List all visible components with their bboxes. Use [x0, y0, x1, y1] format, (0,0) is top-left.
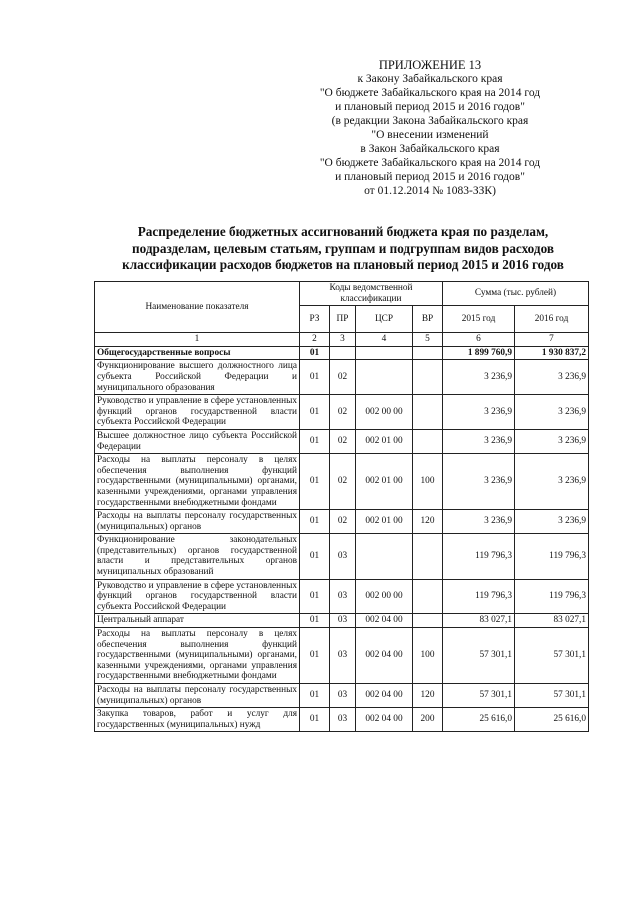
table-row [95, 360, 589, 395]
table-row [95, 534, 589, 579]
row-rz-code: 01 [300, 628, 330, 684]
row-rz-code: 01 [300, 708, 330, 732]
row-csr-code: 002 04 00 [356, 708, 413, 732]
title-line: подразделам, целевым статьям, группам и подгруппам видов расходов [132, 240, 554, 256]
row-amount-2015: 1 899 760,9 [443, 346, 515, 360]
table-row [95, 614, 589, 628]
row-amount-2016: 3 236,9 [515, 454, 589, 510]
row-vr-code [413, 395, 443, 430]
row-rz-code: 01 [300, 454, 330, 510]
row-rz-code: 01 [300, 395, 330, 430]
row-csr-code [356, 346, 413, 360]
header-indicator-name: Наименование показателя [95, 282, 300, 333]
row-vr-code [413, 429, 443, 453]
row-amount-2015: 119 796,3 [443, 534, 515, 579]
row-amount-2015: 83 027,1 [443, 614, 515, 628]
row-rz-code: 01 [300, 579, 330, 614]
row-csr-code: 002 04 00 [356, 684, 413, 708]
row-csr-code: 002 04 00 [356, 614, 413, 628]
table-row [95, 454, 589, 510]
header-line: "О бюджете Забайкальского края на 2014 год [319, 87, 541, 99]
row-vr-code [413, 360, 443, 395]
row-pr-code: 02 [330, 454, 356, 510]
table-row [95, 708, 589, 732]
row-rz-code: 01 [300, 534, 330, 579]
row-amount-2015: 25 616,0 [443, 708, 515, 732]
row-amount-2015: 3 236,9 [443, 454, 515, 510]
row-rz-code: 01 [300, 510, 330, 534]
row-amount-2015: 57 301,1 [443, 684, 515, 708]
appendix-header [270, 58, 590, 198]
header-line: в Закон Забайкальского края [360, 143, 500, 155]
table-row [95, 395, 589, 430]
row-amount-2016: 25 616,0 [515, 708, 589, 732]
document-title [96, 224, 590, 274]
row-amount-2016: 119 796,3 [515, 534, 589, 579]
header-2016: 2016 год [515, 306, 589, 333]
row-csr-code [356, 360, 413, 395]
header-line: "О внесении изменений [371, 129, 489, 141]
row-amount-2016: 3 236,9 [515, 395, 589, 430]
header-pr: ПР [330, 306, 356, 333]
title-line: Распределение бюджетных ассигнований бюджета края по разделам, [137, 224, 549, 239]
row-vr-code: 200 [413, 708, 443, 732]
row-pr-code: 03 [330, 708, 356, 732]
row-csr-code: 002 00 00 [356, 395, 413, 430]
header-line: и плановый период 2015 и 2016 годов" [335, 171, 525, 183]
row-rz-code: 01 [300, 360, 330, 395]
title-line: классификации расходов бюджетов на плановый период 2015 и 2016 годов [122, 257, 564, 272]
table-row [95, 684, 589, 708]
column-number: 5 [413, 333, 443, 347]
header-codes: Коды ведомственной классификации [300, 282, 443, 306]
row-rz-code: 01 [300, 614, 330, 628]
row-amount-2015: 3 236,9 [443, 395, 515, 430]
column-number: 1 [95, 333, 300, 347]
row-pr-code: 02 [330, 429, 356, 453]
table-row [95, 628, 589, 684]
row-indicator-name: Расходы на выплаты персоналу в целях обеспечения выполнения функций государственными (муниципальными) органами, казенными учреждениями, органами управления государственными внебюджетными фондами [95, 454, 300, 510]
row-amount-2016: 3 236,9 [515, 510, 589, 534]
row-pr-code: 02 [330, 510, 356, 534]
row-amount-2016: 3 236,9 [515, 360, 589, 395]
row-amount-2015: 57 301,1 [443, 628, 515, 684]
row-pr-code: 03 [330, 614, 356, 628]
header-rz: РЗ [300, 306, 330, 333]
row-indicator-name: Высшее должностное лицо субъекта Российской Федерации [95, 429, 300, 453]
row-indicator-name: Руководство и управление в сфере установленных функций органов государственной власти субъекта Российской Федерации [95, 579, 300, 614]
row-indicator-name: Закупка товаров, работ и услуг для государственных (муниципальных) нужд [95, 708, 300, 732]
row-csr-code: 002 01 00 [356, 510, 413, 534]
row-indicator-name: Расходы на выплаты персоналу государственных (муниципальных) органов [95, 684, 300, 708]
row-amount-2016: 57 301,1 [515, 684, 589, 708]
column-number: 3 [330, 333, 356, 347]
row-csr-code [356, 534, 413, 579]
row-pr-code [330, 346, 356, 360]
header-line: "О бюджете Забайкальского края на 2014 год [319, 157, 541, 169]
header-line: (в редакции Закона Забайкальского края [331, 115, 529, 127]
table-row [95, 429, 589, 453]
column-number: 2 [300, 333, 330, 347]
header-line: к Закону Забайкальского края [357, 73, 503, 85]
row-rz-code: 01 [300, 346, 330, 360]
row-vr-code [413, 579, 443, 614]
row-csr-code: 002 00 00 [356, 579, 413, 614]
table-row [95, 510, 589, 534]
column-number: 4 [356, 333, 413, 347]
row-indicator-name: Руководство и управление в сфере установленных функций органов государственной власти субъекта Российской Федерации [95, 395, 300, 430]
row-pr-code: 03 [330, 628, 356, 684]
row-indicator-name: Функционирование законодательных (представительных) органов государственной власти и представительных органов муниципальных образований [95, 534, 300, 579]
table-body [95, 282, 589, 732]
row-vr-code [413, 534, 443, 579]
row-pr-code: 03 [330, 579, 356, 614]
header-csr: ЦСР [356, 306, 413, 333]
table-header-row [95, 282, 589, 306]
row-indicator-name: Центральный аппарат [95, 614, 300, 628]
row-amount-2016: 57 301,1 [515, 628, 589, 684]
row-indicator-name: Общегосударственные вопросы [95, 346, 300, 360]
row-vr-code: 120 [413, 510, 443, 534]
row-pr-code: 03 [330, 684, 356, 708]
row-csr-code: 002 01 00 [356, 429, 413, 453]
row-indicator-name: Функционирование высшего должностного лица субъекта Российской Федерации и муниципального образования [95, 360, 300, 395]
table-row [95, 579, 589, 614]
row-rz-code: 01 [300, 429, 330, 453]
row-amount-2016: 119 796,3 [515, 579, 589, 614]
row-csr-code: 002 01 00 [356, 454, 413, 510]
header-vr: ВР [413, 306, 443, 333]
row-indicator-name: Расходы на выплаты персоналу в целях обеспечения выполнения функций государственными (муниципальными) органами, казенными учреждениями, органами управления государственными внебюджетными фондами [95, 628, 300, 684]
row-vr-code: 120 [413, 684, 443, 708]
row-pr-code: 03 [330, 534, 356, 579]
row-vr-code: 100 [413, 454, 443, 510]
header-line: от 01.12.2014 № 1083-ЗЗК) [364, 185, 496, 197]
appendix-title: ПРИЛОЖЕНИЕ 13 [378, 58, 482, 72]
header-line: и плановый период 2015 и 2016 годов" [335, 101, 525, 113]
row-pr-code: 02 [330, 395, 356, 430]
row-vr-code: 100 [413, 628, 443, 684]
budget-table [94, 281, 589, 732]
row-amount-2016: 83 027,1 [515, 614, 589, 628]
row-amount-2016: 1 930 837,2 [515, 346, 589, 360]
row-pr-code: 02 [330, 360, 356, 395]
column-number: 7 [515, 333, 589, 347]
row-amount-2016: 3 236,9 [515, 429, 589, 453]
table-row [95, 346, 589, 360]
row-indicator-name: Расходы на выплаты персоналу государственных (муниципальных) органов [95, 510, 300, 534]
row-vr-code [413, 614, 443, 628]
row-vr-code [413, 346, 443, 360]
header-2015: 2015 год [443, 306, 515, 333]
row-amount-2015: 3 236,9 [443, 510, 515, 534]
header-sum: Сумма (тыс. рублей) [443, 282, 589, 306]
column-number: 6 [443, 333, 515, 347]
row-csr-code: 002 04 00 [356, 628, 413, 684]
column-numbers-row [95, 333, 589, 347]
row-amount-2015: 3 236,9 [443, 360, 515, 395]
row-amount-2015: 119 796,3 [443, 579, 515, 614]
row-amount-2015: 3 236,9 [443, 429, 515, 453]
row-rz-code: 01 [300, 684, 330, 708]
